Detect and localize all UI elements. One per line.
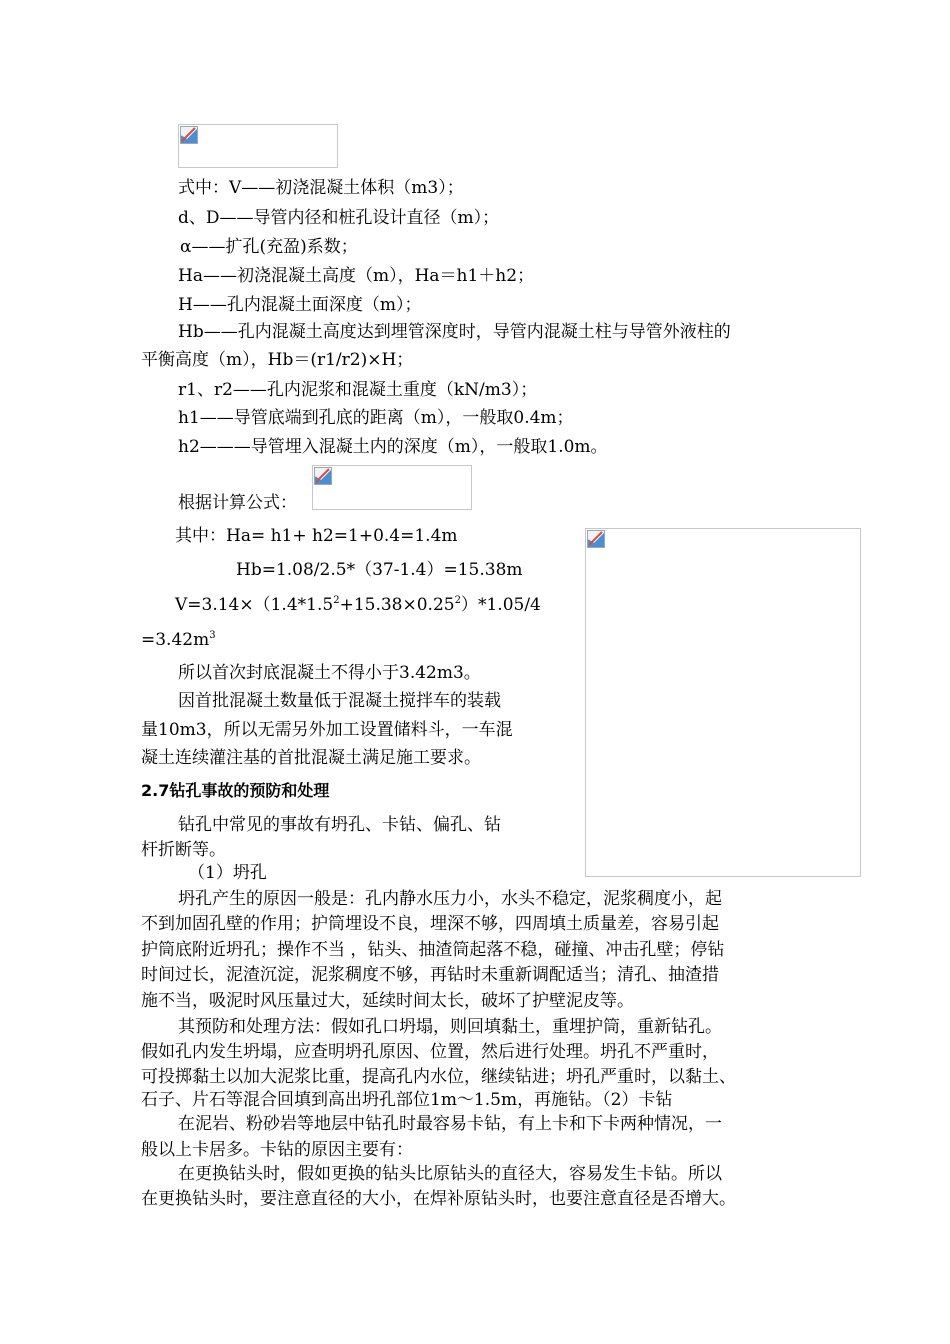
calc-v <box>175 595 541 615</box>
paragraph-line: 因首批混凝土数量低于混凝土搅拌车的装载 <box>178 691 501 711</box>
calc-intro: 根据计算公式： <box>178 493 297 513</box>
definition-line: h2———导管埋入混凝土内的深度（m），一般取1.0m。 <box>178 437 608 457</box>
broken-image-icon <box>587 530 605 548</box>
section-heading: 2.7钻孔事故的预防和处理 <box>141 781 330 800</box>
paragraph-line: 凝土连续灌注基的首批混凝土满足施工要求。 <box>141 748 481 768</box>
paragraph-line: 钻孔中常见的事故有坍孔、卡钻、偏孔、钻 <box>178 815 501 835</box>
subheading: （1）坍孔 <box>188 863 267 883</box>
exponent: 2 <box>454 595 461 606</box>
paragraph-line: 在更换钻头时，假如更换的钻头比原钻头的直径大，容易发生卡钻。所以 <box>178 1164 722 1184</box>
paragraph-line: 假如孔内发生坍塌，应查明坍孔原因、位置，然后进行处理。坍孔不严重时， <box>141 1042 719 1062</box>
exponent: 3 <box>209 630 216 641</box>
definition-line: α——扩孔(充盈)系数； <box>180 237 358 257</box>
definition-line: Ha——初浇混凝土高度（m），Ha＝h1＋h2； <box>178 266 535 286</box>
paragraph-line: 不到加固孔壁的作用；护筒埋设不良，埋深不够，四周填土质量差，容易引起 <box>141 914 719 934</box>
paragraph-line: 施不当，吸泥时风压量过大，延续时间太长，破坏了护壁泥皮等。 <box>141 991 634 1011</box>
paragraph-line: 量10m3，所以无需另外加工设置储料斗，一车混 <box>141 720 513 740</box>
calc-ha: 其中：Ha= h1+ h2=1+0.4=1.4m <box>175 526 458 546</box>
calc-result <box>141 630 216 650</box>
paragraph-line: 般以上卡居多。卡钻的原因主要有： <box>141 1140 413 1160</box>
calc-v-part: ）*1.05/4 <box>460 595 541 615</box>
formula-image-inline <box>312 465 472 510</box>
paragraph-line: 在更换钻头时，要注意直径的大小，在焊补原钻头时，也要注意直径是否增大。 <box>141 1189 736 1209</box>
calc-hb: Hb=1.08/2.5*（37-1.4）=15.38m <box>236 560 523 580</box>
calc-conclusion: 所以首次封底混凝土不得小于3.42m3。 <box>178 663 481 683</box>
paragraph-line: 坍孔产生的原因一般是：孔内静水压力小，水头不稳定，泥浆稠度小，起 <box>178 889 722 909</box>
paragraph-line: 石子、片石等混合回填到高出坍孔部位1m～1.5m，再施钻。（2）卡钻 <box>141 1090 673 1110</box>
exponent: 2 <box>333 595 340 606</box>
paragraph-line: 可投掷黏土以加大泥浆比重，提高孔内水位，继续钻进；坍孔严重时，以黏土、 <box>141 1067 736 1087</box>
calc-v-part: V=3.14×（1.4*1.5 <box>175 595 334 615</box>
broken-image-icon <box>180 126 198 144</box>
definition-line: 平衡高度（m），Hb＝(r1/r2)×H； <box>141 350 414 370</box>
paragraph-line: 时间过长，泥渣沉淀，泥浆稠度不够，再钻时未重新调配适当；清孔、抽渣措 <box>141 965 719 985</box>
paragraph-line: 其预防和处理方法：假如孔口坍塌，则回填黏土，重埋护筒，重新钻孔。 <box>178 1017 722 1037</box>
broken-image-icon <box>314 467 332 485</box>
definition-line: 式中：V——初浇混凝土体积（m3）； <box>178 178 464 198</box>
paragraph-line: 在泥岩、粉砂岩等地层中钻孔时最容易卡钻，有上卡和下卡两种情况，一 <box>178 1114 722 1134</box>
definition-line: d、D——导管内径和桩孔设计直径（m）； <box>178 208 500 228</box>
calc-result-value: =3.42m <box>141 630 210 650</box>
definition-line: Hb——孔内混凝土高度达到埋管深度时，导管内混凝土柱与导管外液柱的 <box>178 322 731 342</box>
paragraph-line: 护筒底附近坍孔；操作不当 ，钻头、抽渣筒起落不稳，碰撞、冲击孔壁；停钻 <box>141 940 725 960</box>
formula-image-top <box>178 124 338 168</box>
side-figure-image <box>585 528 861 877</box>
calc-v-part: +15.38×0.25 <box>339 595 455 615</box>
definition-line: H——孔内混凝土面深度（m）； <box>178 295 422 315</box>
definition-line: r1、r2——孔内泥浆和混凝土重度（kN/m3）； <box>178 380 538 400</box>
paragraph-line: 杆折断等。 <box>141 840 226 860</box>
definition-line: h1——导管底端到孔底的距离（m），一般取0.4m； <box>178 408 574 428</box>
